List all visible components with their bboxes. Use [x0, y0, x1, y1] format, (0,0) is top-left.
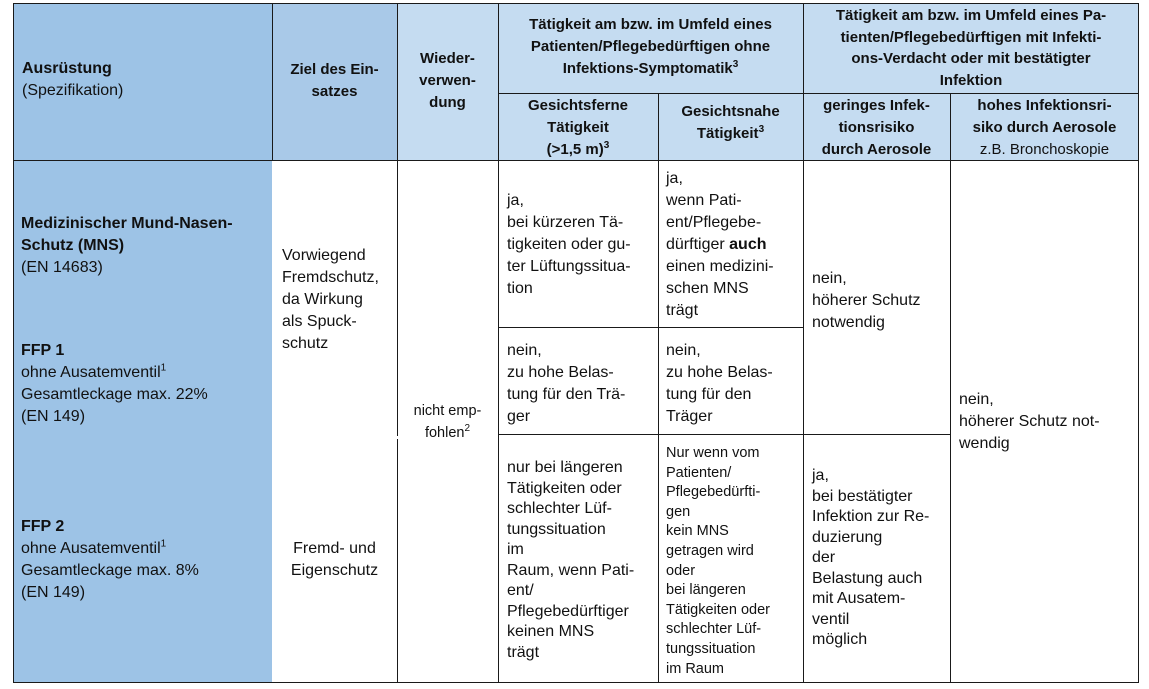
row-separator-ffp: [272, 436, 398, 439]
ffp1-sup: 1: [160, 362, 167, 374]
cell-far-bottom: nur bei längeren Tätigkeiten oder schlechter Lüf- tungssituation im Raum, wenn Pati- ent/ Pflegebedürftiger keinen MNS trägt: [507, 459, 635, 661]
border-left: [13, 3, 14, 683]
header-equipment-sub: (Spezifikation): [22, 82, 124, 99]
border-header-bottom: [13, 160, 1139, 161]
header-group1: [498, 13, 803, 81]
cell-far-top: ja, bei kürzeren Tä- tigkeiten oder gu- ter Lüftungssitua- tion: [507, 192, 631, 297]
mns-norm: (EN 14683): [21, 259, 103, 276]
header-equipment: [22, 58, 267, 102]
border-row-low: [803, 434, 950, 435]
border-bottom: [13, 682, 1139, 683]
header-far-text: Gesichtsferne Tätigkeit (>1,5 m): [527, 97, 629, 158]
ffp1-title: FFP 1: [21, 342, 65, 359]
ffp1-line2: Gesamtleckage max. 22% (EN 149): [21, 386, 208, 425]
cell-far-mid: nein, zu hohe Belas- tung für den Trä- ger: [507, 342, 626, 425]
equipment-ffp1: [21, 340, 269, 428]
equipment-ffp2: [21, 516, 269, 604]
border-right: [1138, 3, 1139, 683]
goal-bottom: Fremd- und Eigenschutz: [290, 540, 379, 579]
cell-low-bottom: ja, bei bestätigter Infektion zur Re- duzierung der Belastung auch mit Ausatem- ventil möglich: [812, 467, 930, 648]
near-top-b: einen medizini- schen MNS trägt: [666, 258, 774, 319]
cell-high: nein, höherer Schutz not- wendig: [959, 391, 1100, 452]
cell-near-top: [666, 168, 802, 322]
header-far-activity: [498, 96, 658, 160]
ffp2-sup: 1: [160, 538, 167, 550]
header-equipment-title: Ausrüstung: [22, 60, 112, 77]
header-high-risk-title: hohes Infektionsri- siko durch Aerosole: [972, 97, 1117, 136]
border-row-far-near-2: [498, 434, 803, 435]
ffp2-line1: ohne Ausatemventil: [21, 540, 161, 557]
cell-low-top: nein, höherer Schutz notwendig: [812, 270, 921, 331]
border-col-2: [397, 3, 398, 683]
border-top: [13, 3, 1139, 4]
header-goal: Ziel des Ein- satzes: [290, 61, 379, 100]
ffp2-title: FFP 2: [21, 518, 65, 535]
ffp2-line2: Gesamtleckage max. 8% (EN 149): [21, 562, 199, 601]
header-reuse: Wieder- verwen- dung: [419, 50, 476, 111]
ffp1-line1: ohne Ausatemventil: [21, 364, 161, 381]
border-col-4: [658, 93, 659, 683]
header-near-sup: 3: [758, 124, 765, 135]
border-col-5: [803, 3, 804, 683]
equipment-mns: [21, 213, 269, 279]
equipment-right-gap: [272, 161, 274, 682]
header-low-risk: geringes Infek- tionsrisiko durch Aerosole: [821, 97, 932, 158]
header-group2: Tätigkeit am bzw. im Umfeld eines Pa- tienten/Pflegebedürftigen mit Infekti- ons-Verdacht oder mit bestätigter Infektion: [835, 7, 1107, 89]
near-top-bold: auch: [729, 236, 767, 253]
header-far-sup: 3: [603, 140, 610, 151]
reuse-sup: 2: [464, 423, 471, 435]
near-top-a: ja, wenn Pati- ent/Pflegebe- dürftiger: [666, 170, 762, 253]
header-high-risk-example: z.B. Bronchoskopie: [979, 141, 1110, 158]
header-near-activity: [658, 96, 803, 150]
header-near-text: Gesichtsnahe Tätigkeit: [681, 103, 780, 142]
mns-title: Medizinischer Mund-Nasen- Schutz (MNS): [21, 215, 233, 254]
header-group1-sup: 3: [732, 59, 739, 70]
reuse-text: nicht emp- fohlen: [413, 403, 482, 441]
cell-near-bottom: Nur wenn vom Patienten/ Pflegebedürfti- gen kein MNS getragen wird oder bei längeren Tätigkeiten oder schlechter Lüf- tungssituation im Raum: [666, 445, 770, 677]
goal-top: Vorwiegend Fremdschutz, da Wirkung als Spuck- schutz: [282, 247, 379, 352]
reuse-value: [397, 400, 498, 444]
border-col-3: [498, 3, 499, 683]
cell-near-mid: nein, zu hohe Belas- tung für den Träger: [666, 342, 773, 425]
border-subheader: [498, 93, 1139, 94]
header-group1-text: Tätigkeit am bzw. im Umfeld eines Patienten/Pflegebedürftigen ohne Infektions-Symptomatik: [529, 16, 772, 77]
header-high-risk: [950, 96, 1139, 160]
border-col-6: [950, 93, 951, 683]
border-row-far-near-1: [498, 327, 803, 328]
